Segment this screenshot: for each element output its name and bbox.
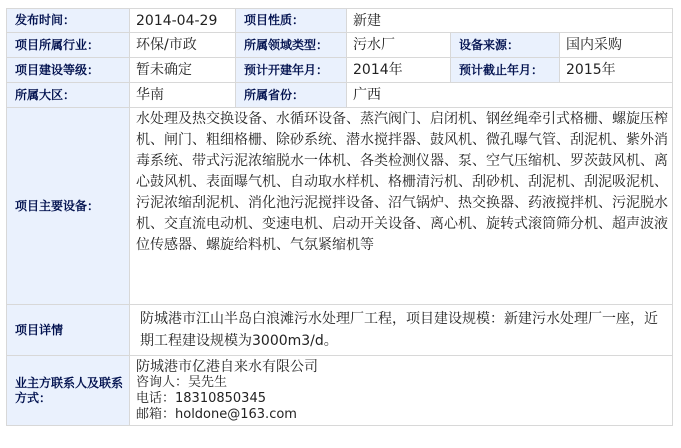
table-row [7, 108, 673, 305]
region-label: 所属大区： [7, 83, 130, 108]
table-row [7, 83, 673, 108]
table-row [7, 356, 673, 426]
construction-level-value: 暂未确定 [130, 58, 236, 83]
province-label: 所属省份： [236, 83, 347, 108]
expected-start-value: 2014年 [347, 58, 451, 83]
equipment-source-value: 国内采购 [560, 33, 673, 58]
table-row [7, 33, 673, 58]
publish-time-label: 发布时间： [7, 9, 130, 33]
project-details-label: 项目详情 [7, 305, 130, 356]
expected-end-label: 预计截止年月： [451, 58, 560, 83]
table-row [7, 58, 673, 83]
industry-label: 项目所属行业： [7, 33, 130, 58]
project-info-table [6, 8, 673, 426]
table-row [7, 305, 673, 356]
contact-person: 咨询人：吴先生 [136, 374, 228, 390]
domain-type-value: 污水厂 [347, 33, 451, 58]
construction-level-label: 项目建设等级： [7, 58, 130, 83]
expected-start-label: 预计开建年月： [236, 58, 347, 83]
domain-type-label: 所属领域类型： [236, 33, 347, 58]
expected-end-value: 2015年 [560, 58, 673, 83]
main-equipment-value: 水处理及热交换设备、水循环设备、蒸汽阀门、启闭机、钢丝绳牵引式格栅、螺旋压榨机、闸门、粗细格栅、除砂系统、潜水搅拌器、鼓风机、微孔曝气管、刮泥机、紫外消毒系统、带式污泥浓缩脱水一体机、各类检测仪器、泵、空气压缩机、罗茨鼓风机、离心鼓风机、表面曝气机、自动取水样机、格栅清污机、刮砂机、刮泥机、刮泥吸泥机、污泥浓缩刮泥机、消化池污泥搅拌设备、沼气锅炉、热交换器、药液搅拌机、污泥脱水机、交直流电动机、变速电机、启动开关设备、离心机、旋转式滚筒筛分机、超声波液位传感器、螺旋给料机、气氛紧缩机等 [130, 108, 673, 305]
equipment-source-label: 设备来源： [451, 33, 560, 58]
owner-contact-value [130, 356, 673, 426]
project-nature-label: 项目性质： [236, 9, 347, 33]
contact-company: 防城港市亿港自来水有限公司 [136, 358, 318, 375]
project-nature-value: 新建 [347, 9, 673, 33]
region-value: 华南 [130, 83, 236, 108]
owner-contact-label: 业主方联系人及联系方式： [7, 356, 130, 426]
publish-time-value: 2014-04-29 [130, 9, 236, 33]
province-value: 广西 [347, 83, 673, 108]
contact-phone: 电话：18310850345 [136, 390, 266, 406]
table-row [7, 9, 673, 33]
main-equipment-label: 项目主要设备： [7, 108, 130, 305]
industry-value: 环保/市政 [130, 33, 236, 58]
contact-email: 邮箱：holdone@163.com [136, 406, 297, 422]
project-details-value: 防城港市江山半岛白浪滩污水处理厂工程，项目建设规模：新建污水处理厂一座，近期工程建设规模为3000m3/d。 [130, 305, 673, 356]
